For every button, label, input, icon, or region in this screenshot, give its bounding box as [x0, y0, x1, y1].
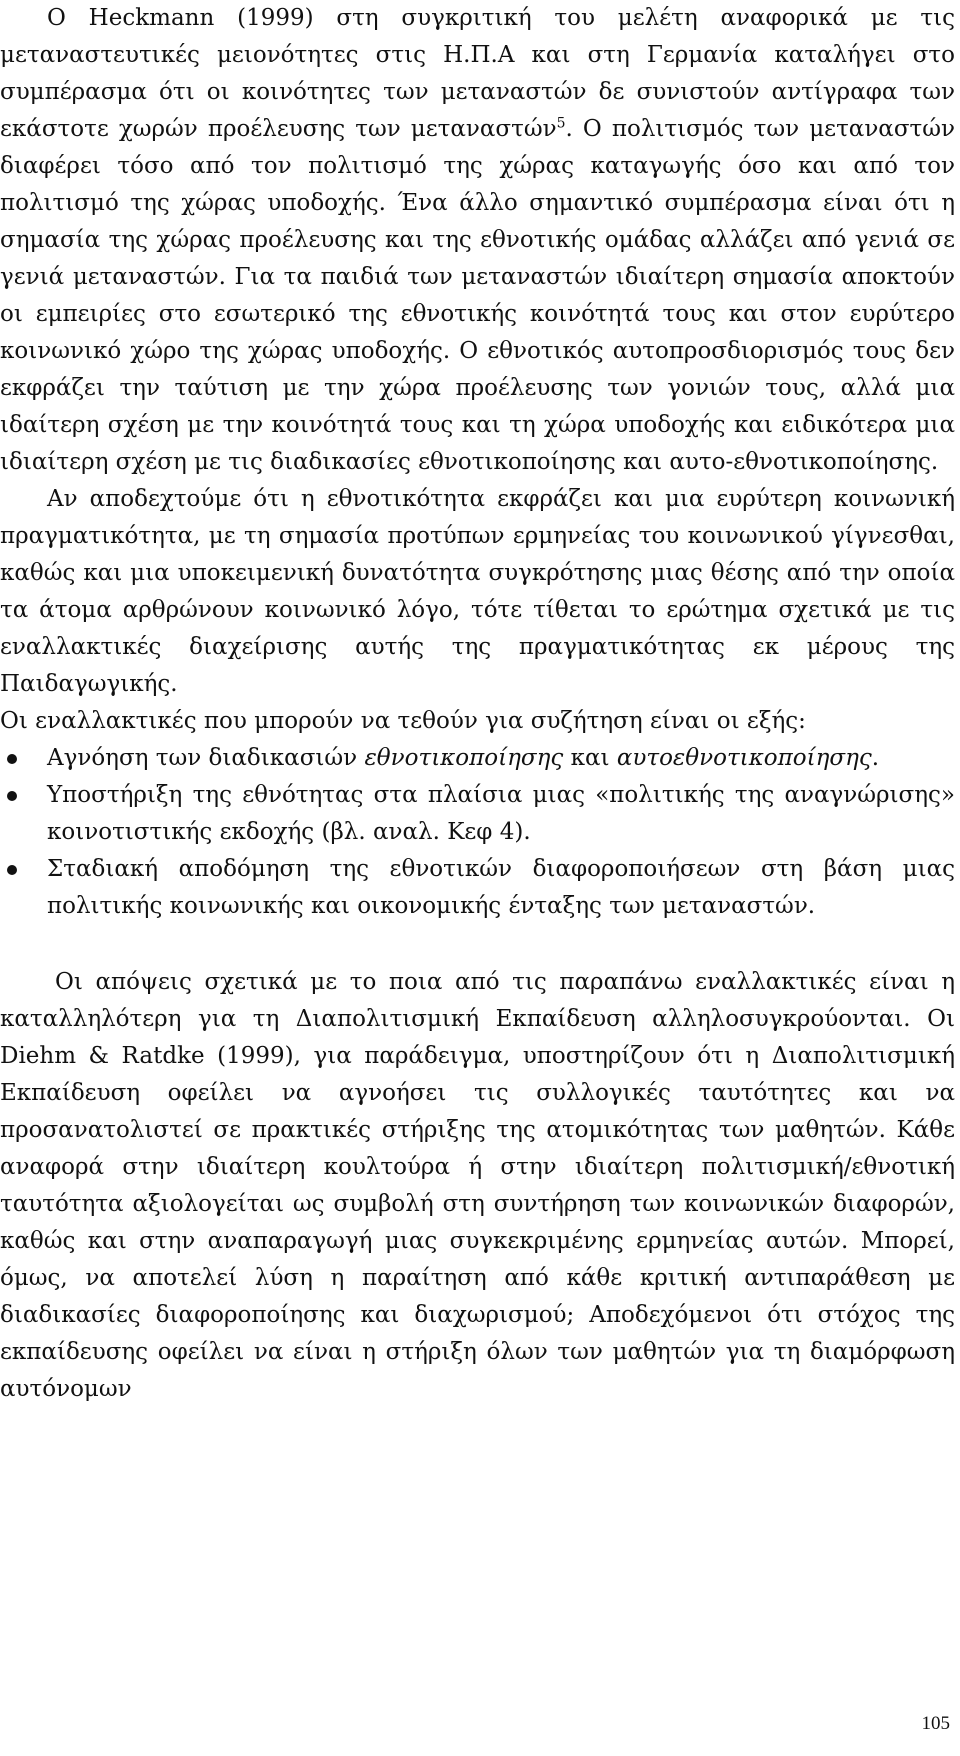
paragraph-heckmann-text: Ο Heckmann (1999) στη συγκριτική του μελέτη αναφορικά με τις μεταναστευτικές μειονότητες στις Η.Π.Α και στη Γερμανία καταλήγει στο συμπέρασμα ότι οι κοινότητες των μεταναστών δε συνιστούν αντίγραφα των εκάστοτε χωρών προέλευσης των μεταναστών [0, 5, 955, 142]
list-item-text-end: . [871, 745, 880, 771]
list-item-italic-term: εθνοτικοποίησης [364, 745, 564, 771]
section-spacer [0, 925, 955, 964]
list-item-text: Αγνόηση των διαδικασιών [47, 745, 365, 771]
bullet-icon [7, 865, 17, 875]
paragraph-heckmann-continuation: . Ο πολιτισμός των μεταναστών διαφέρει τόσο από τον πολιτισμό της χώρας καταγωγής όσο και από τον πολιτισμό της χώρας υποδοχής. Ένα άλλο σημαντικό συμπέρασμα είναι ότι η σημασία της χώρας προέλευσης και της εθνοτικής ομάδας αλλάζει από γενιά σε γενιά μεταναστών. Για τα παιδιά των μεταναστών ιδιαίτερη σημασία αποκτούν οι εμπειρίες στο εσωτερικό της εθνοτικής κοινότητά τους και στον ευρύτερο κοινωνικό χώρο της χώρας υποδοχής. Ο εθνοτικός αυτοπροσδιορισμός τους δεν εκφράζει την ταύτιση με την χώρα προέλευσης των γονιών τους, αλλά μια ιδαίτερη σχέση με την κοινότητά τους και τη χώρα υποδοχής και ειδικότερα μια ιδιαίτερη σχέση με τις διαδικασίες εθνοτικοποίησης και αυτο-εθνοτικοποίησης. [0, 116, 955, 475]
list-item [0, 777, 955, 851]
bullet-icon [7, 791, 17, 801]
bullet-icon [7, 754, 17, 764]
list-item-text-connector: και [563, 745, 617, 771]
paragraph-ethnicity-text: Αν αποδεχτούμε ότι η εθνοτικότητα εκφράζει και μια ευρύτερη κοινωνική πραγματικότητα, με τη σημασία προτύπων ερμηνείας του κοινωνικού γίγνεσθαι, καθώς και μια υποκειμενική δυνατότητα συγκρότησης μιας θέσης από την οποία τα άτομα αρθρώνουν κοινωνικό λόγο, τότε τίθεται το ερώτημα σχετικά με τις εναλλακτικές διαχείρισης αυτής της πραγματικότητας εκ μέρους της Παιδαγωγικής. [0, 486, 955, 697]
page-number: 105 [921, 1713, 950, 1734]
paragraph-views [0, 964, 955, 1408]
footnote-reference[interactable]: 5 [556, 115, 566, 132]
list-item-italic-term-2: αυτοεθνοτικοποίησης [616, 745, 872, 771]
alternatives-list [0, 740, 955, 925]
paragraph-views-text: Οι απόψεις σχετικά με το ποια από τις παραπάνω εναλλακτικές είναι η καταλληλότερη για τη Διαπολιτισμική Εκπαίδευση αλληλοσυγκρούονται. Οι Diehm & Ratdke (1999), για παράδειγμα, υποστηρίζουν ότι η Διαπολιτισμική Εκπαίδευση οφείλει να αγνοήσει τις συλλογικές ταυτότητες και να προσανατολιστεί σε πρακτικές στήριξης της ατομικότητας των μαθητών. Κάθε αναφορά στην ιδιαίτερη κουλτούρα ή στην ιδιαίτερη πολιτισμική/εθνοτική ταυτότητα αξιολογείται ως συμβολή στη συντήρηση των κοινωνικών διαφορών, καθώς και στην αναπαραγωγή μιας συγκεκριμένης ερμηνείας αυτών. Μπορεί, όμως, να αποτελεί λύση η παραίτηση από κάθε κριτική αντιπαράθεση με διαδικασίες διαφοροποίησης και διαχωρισμού; Αποδεχόμενοι ότι στόχος της εκπαίδευσης οφείλει να είναι η στήριξη όλων των μαθητών για τη διαμόρφωση αυτόνομων [0, 969, 955, 1402]
list-intro [0, 703, 955, 740]
list-item [0, 851, 955, 925]
list-item [0, 740, 955, 777]
list-item-text: Σταδιακή αποδόμηση της εθνοτικών διαφοροποιήσεων στη βάση μιας πολιτικής κοινωνικής και οικονομικής ένταξης των μεταναστών. [47, 856, 955, 919]
paragraph-heckmann [0, 0, 955, 481]
list-item-text: Υποστήριξη της εθνότητας στα πλαίσια μιας «πολιτικής της αναγνώρισης» κοινοτιστικής εκδοχής (βλ. αναλ. Κεφ 4). [47, 782, 955, 845]
list-intro-text: Οι εναλλακτικές που μπορούν να τεθούν για συζήτηση είναι οι εξής: [0, 708, 806, 734]
paragraph-ethnicity [0, 481, 955, 703]
